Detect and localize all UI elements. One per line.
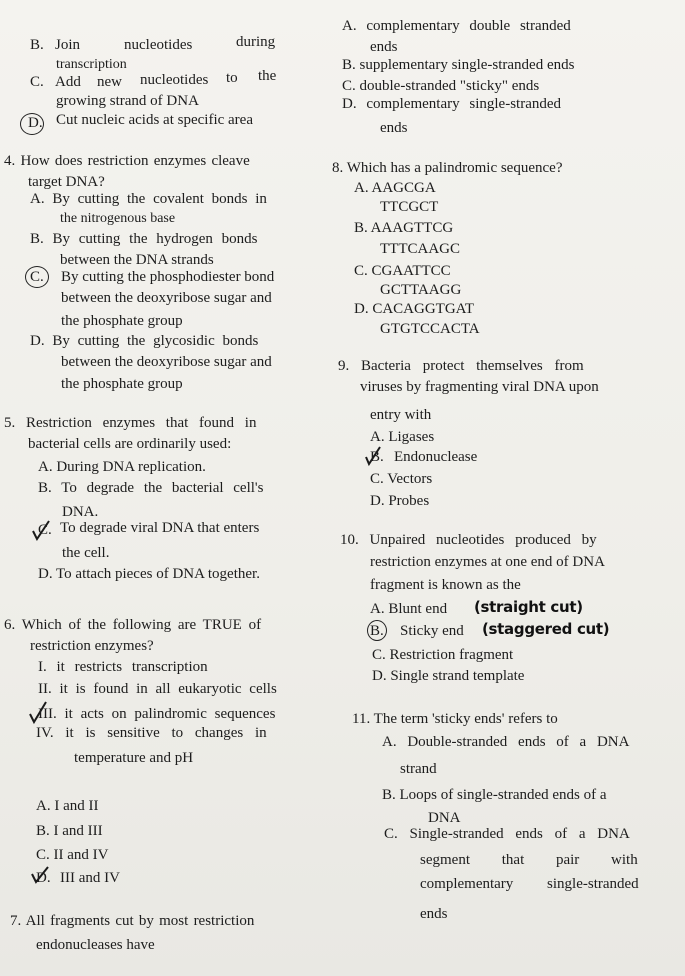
q10-option-d: D. Single strand template	[372, 668, 525, 684]
q5-option-c: the cell.	[62, 545, 110, 561]
q11-option-b: DNA	[428, 810, 461, 826]
q4-option-b: B. By cutting the hydrogen bonds	[30, 231, 258, 247]
q3-option-d: ends	[380, 120, 408, 136]
q9-question: viruses by fragmenting viral DNA upon	[360, 379, 599, 395]
q8-question: 8. Which has a palindromic sequence?	[332, 160, 563, 176]
q4-option-c: the phosphate group	[61, 313, 183, 329]
q6-option-d: III and IV	[60, 870, 120, 886]
q4-option-d: the phosphate group	[61, 376, 183, 392]
q4-option-c-letter: C.	[30, 269, 44, 285]
q11-option-a: strand	[400, 761, 437, 777]
q3-option-a: A. complementary double stranded	[342, 18, 571, 34]
q5-option-a: A. During DNA replication.	[38, 459, 206, 475]
handwritten-note: (straight cut)	[474, 598, 583, 616]
q9-option-c: C. Vectors	[370, 471, 433, 487]
q3-option-c-letter: C.	[30, 74, 44, 90]
check-mark-icon	[30, 519, 52, 543]
q9-question: entry with	[370, 407, 432, 423]
q4-option-a: A. By cutting the covalent bonds in	[30, 191, 267, 207]
q10-option-c: C. Restriction fragment	[372, 647, 514, 663]
q3-option-a: ends	[370, 39, 398, 55]
q11-option-c: ends	[420, 906, 448, 922]
q3-option-d-letter: D.	[28, 115, 43, 131]
q5-option-c: To degrade viral DNA that enters	[60, 520, 260, 536]
q4-option-d: D. By cutting the glycosidic bonds	[30, 333, 259, 349]
q10-question: 10. Unpaired nucleotides produced by	[340, 532, 597, 548]
q3-option-b-word: during	[236, 34, 276, 50]
q5-option-c-letter: C.	[38, 522, 52, 538]
q3-option-c-word: nucleotides	[140, 72, 209, 88]
q6-question: 6. Which of the following are TRUE of	[4, 617, 262, 633]
q8-option-a: A. AAGCGA	[354, 180, 436, 196]
q6-statement-iv: temperature and pH	[74, 750, 194, 766]
q3-option-c-word: Add	[55, 74, 81, 90]
q6-option-b: B. I and III	[36, 823, 103, 839]
q3-option-b-text: transcription	[56, 57, 127, 72]
q10-option-b: Sticky end	[400, 623, 464, 639]
q8-option-c: C. CGAATTCC	[354, 263, 451, 279]
q7-question: endonucleases have	[36, 937, 155, 953]
q7-question: 7. All fragments cut by most restriction	[10, 913, 255, 929]
q3-option-c-text: growing strand of DNA	[56, 93, 199, 109]
q8-option-b: TTTCAAGC	[380, 241, 460, 257]
q11-option-a: A. Double-stranded ends of a DNA	[382, 734, 630, 750]
q3-option-b-word: Join	[55, 37, 81, 53]
q6-option-c: C. II and IV	[36, 847, 109, 863]
handwritten-note: (staggered cut)	[482, 620, 610, 638]
q11-option-b: B. Loops of single-stranded ends of a	[382, 787, 607, 803]
q3-option-d-text: Cut nucleic acids at specific area	[56, 112, 253, 128]
q5-question: bacterial cells are ordinarily used:	[28, 436, 232, 452]
q6-option-a: A. I and II	[36, 798, 99, 814]
q3-option-c: C. double-stranded "sticky" ends	[342, 78, 540, 94]
q11-option-c: complementary single-stranded	[420, 876, 639, 892]
q4-option-c: between the deoxyribose sugar and	[61, 290, 272, 306]
q6-statement-iv: IV. it is sensitive to changes in	[36, 725, 267, 741]
q4-option-d: between the deoxyribose sugar and	[61, 354, 272, 370]
q6-option-d-letter: D.	[36, 870, 51, 886]
q6-question: restriction enzymes?	[30, 638, 154, 654]
q9-option-d: D. Probes	[370, 493, 430, 509]
q4-option-c: By cutting the phosphodiester bond	[61, 269, 275, 285]
q9-question: 9. Bacteria protect themselves from	[338, 358, 584, 374]
q3-option-c-word: new	[97, 74, 122, 90]
q5-question: 5. Restriction enzymes that found in	[4, 415, 257, 431]
q8-option-c: GCTTAAGG	[380, 282, 462, 298]
q4-question: target DNA?	[28, 174, 105, 190]
q11-question: 11. The term 'sticky ends' refers to	[352, 711, 558, 727]
q8-option-a: TTCGCT	[380, 199, 439, 215]
q9-option-b-letter: B.	[370, 449, 384, 465]
q4-question: 4. How does restriction enzymes cleave	[4, 153, 250, 169]
q8-option-b: B. AAAGTTCG	[354, 220, 454, 236]
q10-option-b-letter: B.	[370, 623, 384, 639]
q4-option-b: between the DNA strands	[60, 252, 214, 268]
q8-option-d: D. CACAGGTGAT	[354, 301, 474, 317]
q9-option-b: Endonuclease	[394, 449, 478, 465]
q10-question: restriction enzymes at one end of DNA	[370, 554, 605, 570]
q5-option-d: D. To attach pieces of DNA together.	[38, 566, 260, 582]
q6-statement-iii: III. it acts on palindromic sequences	[38, 706, 276, 722]
q3-option-c-word: the	[258, 68, 277, 84]
q3-option-b-letter: B.	[30, 37, 44, 53]
q3-option-b: B. supplementary single-stranded ends	[342, 57, 575, 73]
q10-option-a: A. Blunt end	[370, 601, 448, 617]
q9-option-a: A. Ligases	[370, 429, 435, 445]
q8-option-d: GTGTCCACTA	[380, 321, 480, 337]
q10-question: fragment is known as the	[370, 577, 521, 593]
q5-option-b: DNA.	[62, 504, 99, 520]
q4-option-a: the nitrogenous base	[60, 211, 176, 226]
q3-option-c-word: to	[226, 70, 238, 86]
q6-statement-i: I. it restricts transcription	[38, 659, 208, 675]
q3-option-d: D. complementary single-stranded	[342, 96, 562, 112]
q6-statement-ii: II. it is found in all eukaryotic cells	[38, 681, 277, 697]
q3-option-b-word: nucleotides	[124, 37, 193, 53]
q11-option-c: segment that pair with	[420, 852, 638, 868]
q5-option-b: B. To degrade the bacterial cell's	[38, 480, 264, 496]
q11-option-c: C. Single-stranded ends of a DNA	[384, 826, 630, 842]
